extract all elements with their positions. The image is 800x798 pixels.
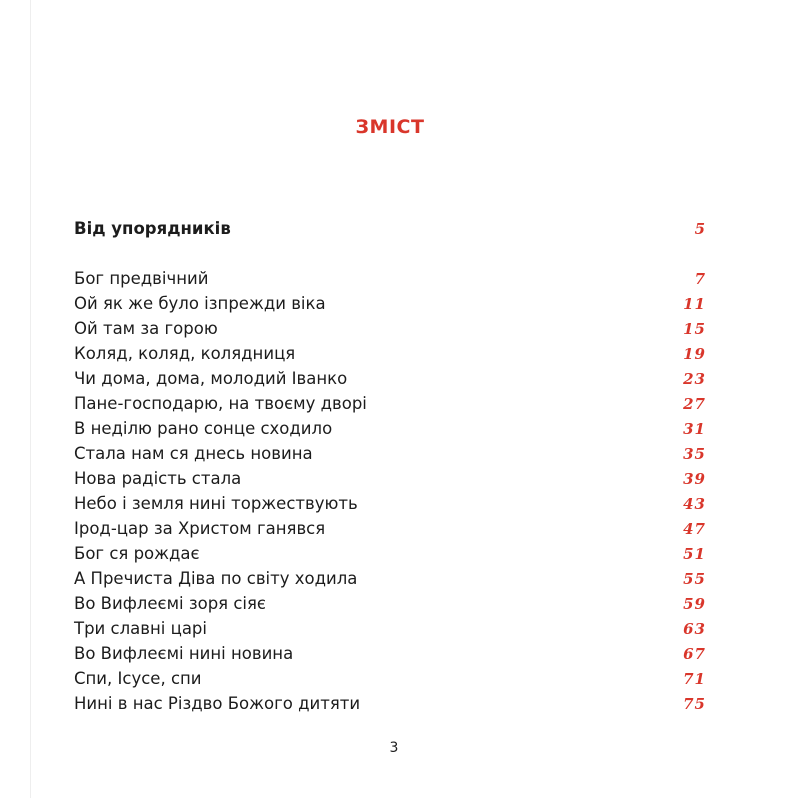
toc-entry[interactable] bbox=[74, 617, 706, 641]
toc-entry-page: 27 bbox=[683, 395, 706, 413]
toc-entry-title: Від упорядників bbox=[74, 219, 231, 238]
page-number: 3 bbox=[389, 740, 399, 756]
toc-entry-preface[interactable] bbox=[74, 217, 706, 241]
toc-entry-title: Ой там за горою bbox=[74, 319, 218, 338]
toc-entry-title: Спи, Ісусе, спи bbox=[74, 669, 202, 688]
toc-entry-title: Три славні царі bbox=[74, 619, 207, 638]
toc-entry-title: Во Вифлеємі нині новина bbox=[74, 644, 294, 663]
toc-entry[interactable] bbox=[74, 267, 706, 291]
toc-entry-title: Бог ся рождає bbox=[74, 544, 200, 563]
toc-entry-title: Ой як же було ізпрежди віка bbox=[74, 294, 326, 313]
toc-entry[interactable] bbox=[74, 392, 706, 416]
toc-entry-page: 7 bbox=[694, 270, 706, 288]
toc-entry[interactable] bbox=[74, 367, 706, 391]
toc-entry-title: Чи дома, дома, молодий Іванко bbox=[74, 369, 348, 388]
toc-entry-page: 11 bbox=[683, 295, 706, 313]
toc-entry-page: 67 bbox=[683, 645, 706, 663]
toc-entry-title: Нині в нас Різдво Божого дитяти bbox=[74, 694, 361, 713]
toc-entry-page: 19 bbox=[683, 345, 706, 363]
toc-entry-page: 75 bbox=[683, 695, 706, 713]
toc-entry-page: 5 bbox=[694, 220, 706, 238]
toc-entry[interactable] bbox=[74, 567, 706, 591]
toc-entry-page: 31 bbox=[683, 420, 706, 438]
toc-entry-title: Ірод-цар за Христом ганявся bbox=[74, 519, 326, 538]
toc-entry[interactable] bbox=[74, 467, 706, 491]
toc-entry-page: 39 bbox=[683, 470, 706, 488]
toc-entry[interactable] bbox=[74, 442, 706, 466]
toc-entry[interactable] bbox=[74, 592, 706, 616]
toc-entry-title: Небо і земля нині торжествують bbox=[74, 494, 358, 513]
toc-entry-title: Нова радість стала bbox=[74, 469, 242, 488]
toc-entry-title: В неділю рано сонце сходило bbox=[74, 419, 333, 438]
toc-entry-page: 47 bbox=[683, 520, 706, 538]
toc-entry-page: 51 bbox=[683, 545, 706, 563]
toc-entry[interactable] bbox=[74, 517, 706, 541]
toc-entry[interactable] bbox=[74, 667, 706, 691]
toc-entry-title: Стала нам ся днесь новина bbox=[74, 444, 313, 463]
toc-entry[interactable] bbox=[74, 417, 706, 441]
toc-entry[interactable] bbox=[74, 492, 706, 516]
toc-entry-title: Пане-господарю, на твоєму дворі bbox=[74, 394, 367, 413]
toc-entry-title: Во Вифлеємі зоря сіяє bbox=[74, 594, 266, 613]
toc-entry-page: 15 bbox=[683, 320, 706, 338]
toc-entry[interactable] bbox=[74, 292, 706, 316]
toc-entry-page: 59 bbox=[683, 595, 706, 613]
toc-entry-page: 43 bbox=[683, 495, 706, 513]
toc-entry[interactable] bbox=[74, 692, 706, 716]
toc-entry-title: Бог предвічний bbox=[74, 269, 209, 288]
toc-entry-page: 63 bbox=[683, 620, 706, 638]
toc-entry[interactable] bbox=[74, 342, 706, 366]
toc-heading: ЗМІСТ bbox=[355, 116, 425, 138]
toc-entry[interactable] bbox=[74, 317, 706, 341]
toc-entry-page: 55 bbox=[683, 570, 706, 588]
toc-entry-title: А Пречиста Діва по світу ходила bbox=[74, 569, 358, 588]
toc-entry-page: 23 bbox=[683, 370, 706, 388]
toc-entry[interactable] bbox=[74, 542, 706, 566]
toc-entry[interactable] bbox=[74, 642, 706, 666]
toc-entry-page: 71 bbox=[683, 670, 706, 688]
toc-entry-title: Коляд, коляд, колядниця bbox=[74, 344, 296, 363]
toc-entry-page: 35 bbox=[683, 445, 706, 463]
